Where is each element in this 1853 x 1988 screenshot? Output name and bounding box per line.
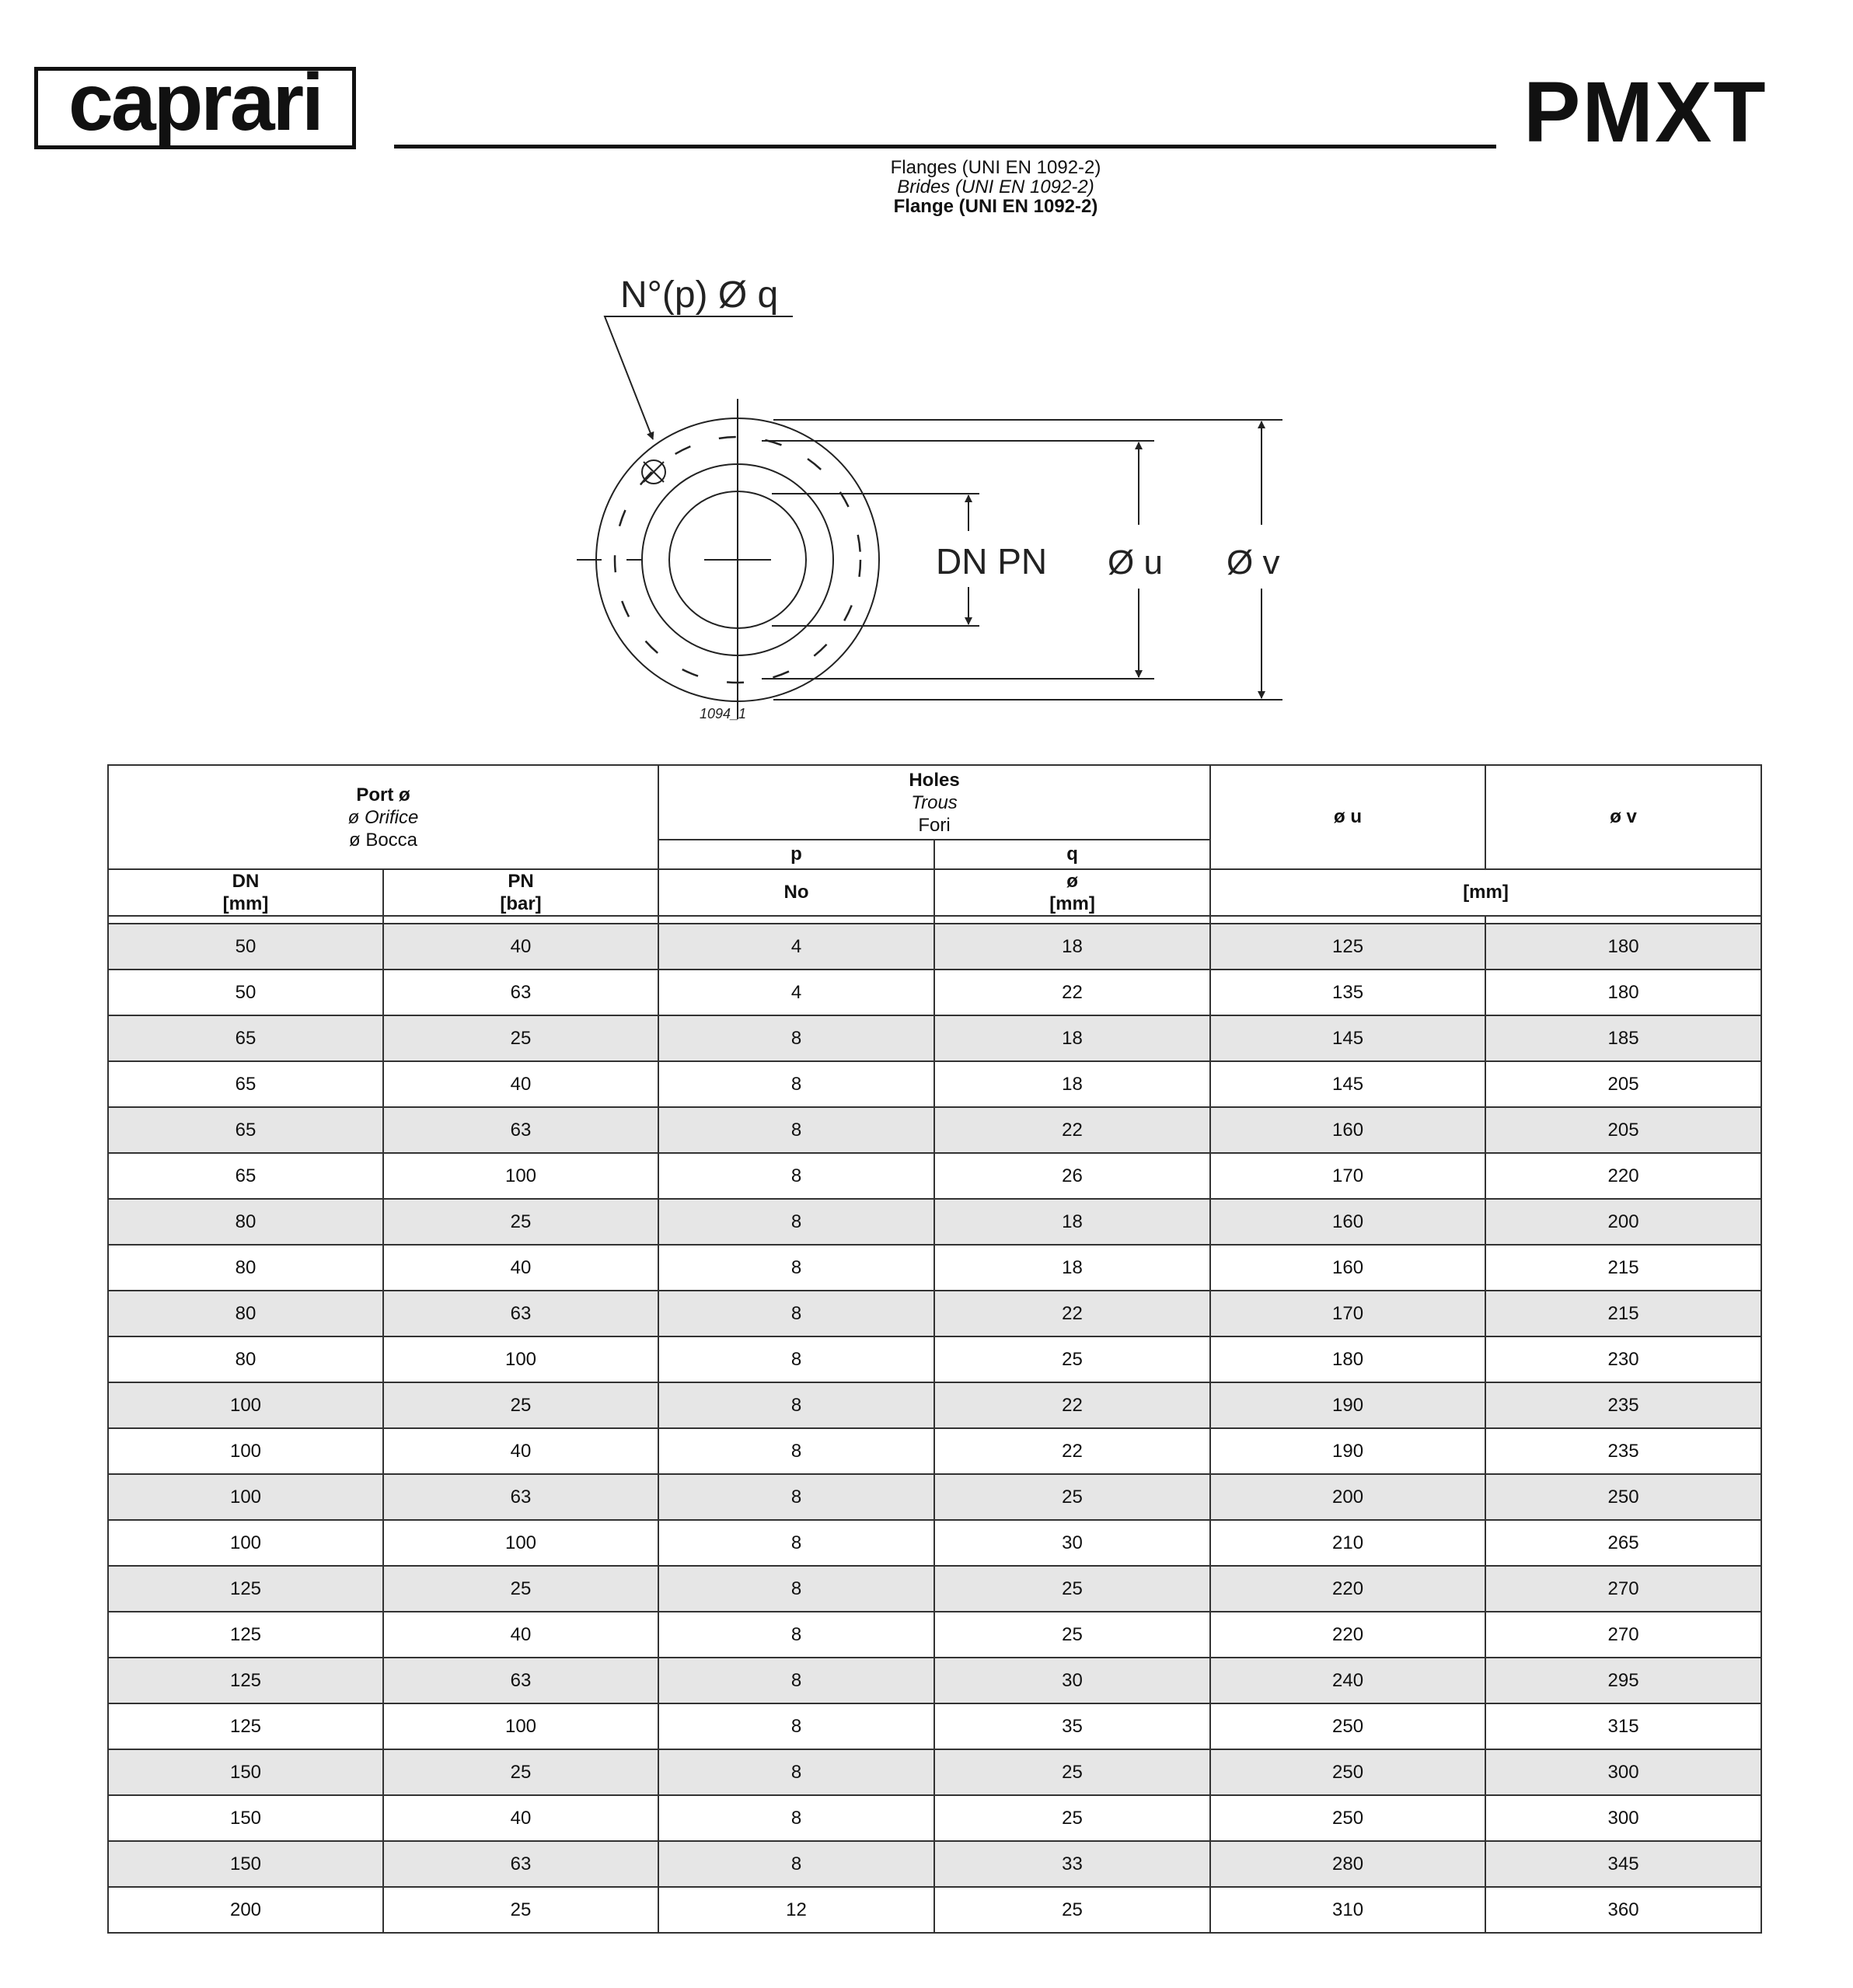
u-cell: 190 xyxy=(1210,1428,1485,1474)
table-row xyxy=(108,1291,1761,1336)
u-cell: 250 xyxy=(1210,1703,1485,1749)
u-cell: 220 xyxy=(1210,1566,1485,1612)
pn-cell: 25 xyxy=(383,1566,658,1612)
holes-no-cell: 8 xyxy=(658,1382,934,1428)
pn-cell: 40 xyxy=(383,1428,658,1474)
table-row xyxy=(108,1841,1761,1887)
pn-cell: 100 xyxy=(383,1336,658,1382)
holes-no-cell: 8 xyxy=(658,1061,934,1107)
uv-unit-header: [mm] xyxy=(1210,869,1761,916)
dn-cell: 125 xyxy=(108,1612,383,1658)
hole-callout-label: N°(p) Ø q xyxy=(620,274,779,316)
dn-cell: 65 xyxy=(108,1015,383,1061)
u-cell: 160 xyxy=(1210,1107,1485,1153)
holes-no-cell: 8 xyxy=(658,1703,934,1749)
holes-no-cell: 4 xyxy=(658,924,934,970)
v-cell: 185 xyxy=(1485,1015,1761,1061)
port-header xyxy=(108,765,658,869)
v-cell: 215 xyxy=(1485,1245,1761,1291)
hole-diameter-cell: 25 xyxy=(934,1566,1210,1612)
hole-diameter-cell: 22 xyxy=(934,1107,1210,1153)
pn-cell: 40 xyxy=(383,1795,658,1841)
table-row xyxy=(108,1428,1761,1474)
hole-diameter-cell: 30 xyxy=(934,1520,1210,1566)
holes-header-title: Holes xyxy=(909,769,960,791)
pn-cell: 40 xyxy=(383,924,658,970)
u-cell: 250 xyxy=(1210,1795,1485,1841)
u-cell: 135 xyxy=(1210,970,1485,1015)
product-title: PMXT xyxy=(1523,65,1768,160)
dn-cell: 50 xyxy=(108,924,383,970)
v-cell: 265 xyxy=(1485,1520,1761,1566)
dn-cell: 65 xyxy=(108,1107,383,1153)
v-cell: 220 xyxy=(1485,1153,1761,1199)
dn-cell: 125 xyxy=(108,1703,383,1749)
table-row xyxy=(108,970,1761,1015)
holes-no-cell: 8 xyxy=(658,1795,934,1841)
pn-cell: 25 xyxy=(383,1887,658,1933)
v-cell: 235 xyxy=(1485,1382,1761,1428)
v-cell: 200 xyxy=(1485,1199,1761,1245)
table-row xyxy=(108,1566,1761,1612)
holes-no-cell: 8 xyxy=(658,1107,934,1153)
table-row xyxy=(108,1153,1761,1199)
hole-diameter-cell: 22 xyxy=(934,1428,1210,1474)
pn-cell: 25 xyxy=(383,1015,658,1061)
holes-no-cell: 8 xyxy=(658,1428,934,1474)
table-row xyxy=(108,1107,1761,1153)
header-rule xyxy=(394,145,1496,148)
u-cell: 240 xyxy=(1210,1658,1485,1703)
holes-header-fr: Trous xyxy=(911,791,958,813)
dn-cell: 125 xyxy=(108,1566,383,1612)
pn-cell: 63 xyxy=(383,970,658,1015)
dn-cell: 125 xyxy=(108,1658,383,1703)
hole-diameter-cell: 22 xyxy=(934,1382,1210,1428)
table-row xyxy=(108,1015,1761,1061)
holes-no-cell: 8 xyxy=(658,1566,934,1612)
u-cell: 145 xyxy=(1210,1015,1485,1061)
hole-diameter-cell: 25 xyxy=(934,1612,1210,1658)
holes-no-cell: 4 xyxy=(658,970,934,1015)
v-cell: 180 xyxy=(1485,924,1761,970)
holes-no-cell: 8 xyxy=(658,1199,934,1245)
pn-cell: 40 xyxy=(383,1612,658,1658)
q-diameter-header xyxy=(934,869,1210,916)
q-diameter-label: ø xyxy=(1066,871,1078,892)
table-row xyxy=(108,1520,1761,1566)
u-cell: 200 xyxy=(1210,1474,1485,1520)
port-header-fr: ø Orifice xyxy=(347,806,419,828)
table-row xyxy=(108,1245,1761,1291)
pn-cell: 63 xyxy=(383,1291,658,1336)
v-cell: 300 xyxy=(1485,1795,1761,1841)
table-row xyxy=(108,1612,1761,1658)
v-cell: 315 xyxy=(1485,1703,1761,1749)
pn-cell: 25 xyxy=(383,1199,658,1245)
dn-cell: 200 xyxy=(108,1887,383,1933)
no-header: No xyxy=(658,869,934,916)
dn-cell: 80 xyxy=(108,1199,383,1245)
holes-no-cell: 8 xyxy=(658,1153,934,1199)
hole-diameter-cell: 25 xyxy=(934,1749,1210,1795)
subtitle-it: Flange (UNI EN 1092-2) xyxy=(893,196,1098,217)
v-cell: 295 xyxy=(1485,1658,1761,1703)
u-cell: 190 xyxy=(1210,1382,1485,1428)
q-header: q xyxy=(934,840,1210,869)
brand-logo-text: caprari xyxy=(68,58,322,148)
hole-diameter-cell: 18 xyxy=(934,1015,1210,1061)
u-cell: 160 xyxy=(1210,1245,1485,1291)
dn-header xyxy=(108,869,383,916)
brand-logo xyxy=(34,58,356,149)
hole-diameter-cell: 22 xyxy=(934,970,1210,1015)
table-row xyxy=(108,1795,1761,1841)
dn-cell: 80 xyxy=(108,1245,383,1291)
hole-diameter-cell: 18 xyxy=(934,1245,1210,1291)
pn-header xyxy=(383,869,658,916)
figure-code: 1094_1 xyxy=(700,706,747,721)
pn-unit: [bar] xyxy=(500,893,542,914)
table-row xyxy=(108,1474,1761,1520)
port-header-it: ø Bocca xyxy=(348,829,418,851)
holes-no-cell: 8 xyxy=(658,1474,934,1520)
v-cell: 180 xyxy=(1485,970,1761,1015)
table-row xyxy=(108,1199,1761,1245)
dn-label: DN xyxy=(232,871,260,892)
q-diameter-unit: [mm] xyxy=(1049,893,1095,914)
holes-header xyxy=(658,765,1210,840)
v-cell: 300 xyxy=(1485,1749,1761,1795)
dn-cell: 150 xyxy=(108,1795,383,1841)
dn-cell: 150 xyxy=(108,1749,383,1795)
u-cell: 170 xyxy=(1210,1291,1485,1336)
v-header: ø v xyxy=(1485,765,1761,869)
flange-dimensions-table xyxy=(107,764,1762,1934)
holes-no-cell: 8 xyxy=(658,1291,934,1336)
dn-cell: 150 xyxy=(108,1841,383,1887)
pn-cell: 63 xyxy=(383,1658,658,1703)
bore-label: DN PN xyxy=(936,541,1048,582)
hole-diameter-cell: 18 xyxy=(934,924,1210,970)
v-cell: 270 xyxy=(1485,1612,1761,1658)
table-row xyxy=(108,1887,1761,1933)
holes-no-cell: 8 xyxy=(658,1336,934,1382)
pn-cell: 100 xyxy=(383,1703,658,1749)
u-cell: 180 xyxy=(1210,1336,1485,1382)
u-cell: 145 xyxy=(1210,1061,1485,1107)
pn-cell: 100 xyxy=(383,1520,658,1566)
holes-no-cell: 8 xyxy=(658,1015,934,1061)
pn-cell: 40 xyxy=(383,1245,658,1291)
pn-cell: 63 xyxy=(383,1841,658,1887)
u-cell: 310 xyxy=(1210,1887,1485,1933)
u-cell: 220 xyxy=(1210,1612,1485,1658)
v-cell: 215 xyxy=(1485,1291,1761,1336)
hole-diameter-cell: 35 xyxy=(934,1703,1210,1749)
pn-cell: 25 xyxy=(383,1382,658,1428)
pn-cell: 100 xyxy=(383,1153,658,1199)
u-cell: 250 xyxy=(1210,1749,1485,1795)
table-row xyxy=(108,1749,1761,1795)
dn-cell: 100 xyxy=(108,1428,383,1474)
hole-diameter-cell: 26 xyxy=(934,1153,1210,1199)
v-cell: 250 xyxy=(1485,1474,1761,1520)
v-cell: 360 xyxy=(1485,1887,1761,1933)
v-cell: 270 xyxy=(1485,1566,1761,1612)
v-cell: 230 xyxy=(1485,1336,1761,1382)
holes-no-cell: 8 xyxy=(658,1520,934,1566)
flange-drawing xyxy=(567,260,1306,731)
holes-no-cell: 12 xyxy=(658,1887,934,1933)
u-header: ø u xyxy=(1210,765,1485,869)
table-body xyxy=(108,924,1761,1933)
hole-diameter-cell: 25 xyxy=(934,1887,1210,1933)
subtitle-fr: Brides (UNI EN 1092-2) xyxy=(897,176,1094,197)
holes-no-cell: 8 xyxy=(658,1841,934,1887)
holes-no-cell: 8 xyxy=(658,1658,934,1703)
dn-cell: 80 xyxy=(108,1336,383,1382)
v-diameter-label: Ø v xyxy=(1227,543,1280,582)
dn-cell: 65 xyxy=(108,1153,383,1199)
u-cell: 160 xyxy=(1210,1199,1485,1245)
dn-cell: 80 xyxy=(108,1291,383,1336)
table-row xyxy=(108,1658,1761,1703)
u-cell: 280 xyxy=(1210,1841,1485,1887)
u-cell: 210 xyxy=(1210,1520,1485,1566)
dn-cell: 100 xyxy=(108,1382,383,1428)
port-header-title: Port ø xyxy=(356,784,410,805)
hole-diameter-cell: 18 xyxy=(934,1199,1210,1245)
p-header: p xyxy=(658,840,934,869)
v-cell: 235 xyxy=(1485,1428,1761,1474)
v-cell: 205 xyxy=(1485,1107,1761,1153)
pn-cell: 63 xyxy=(383,1474,658,1520)
dn-cell: 65 xyxy=(108,1061,383,1107)
holes-no-cell: 8 xyxy=(658,1749,934,1795)
hole-diameter-cell: 18 xyxy=(934,1061,1210,1107)
holes-header-it: Fori xyxy=(918,814,951,836)
pn-cell: 40 xyxy=(383,1061,658,1107)
holes-no-cell: 8 xyxy=(658,1245,934,1291)
dn-unit: [mm] xyxy=(222,893,269,914)
dn-cell: 100 xyxy=(108,1520,383,1566)
u-cell: 170 xyxy=(1210,1153,1485,1199)
table-row xyxy=(108,924,1761,970)
u-cell: 125 xyxy=(1210,924,1485,970)
table-row xyxy=(108,1703,1761,1749)
pn-cell: 63 xyxy=(383,1107,658,1153)
holes-no-cell: 8 xyxy=(658,1612,934,1658)
v-cell: 345 xyxy=(1485,1841,1761,1887)
hole-diameter-cell: 25 xyxy=(934,1474,1210,1520)
dn-cell: 50 xyxy=(108,970,383,1015)
v-cell: 205 xyxy=(1485,1061,1761,1107)
u-diameter-label: Ø u xyxy=(1108,543,1163,582)
hole-diameter-cell: 22 xyxy=(934,1291,1210,1336)
hole-diameter-cell: 25 xyxy=(934,1336,1210,1382)
hole-diameter-cell: 33 xyxy=(934,1841,1210,1887)
dn-cell: 100 xyxy=(108,1474,383,1520)
table-row xyxy=(108,1336,1761,1382)
pn-label: PN xyxy=(508,871,534,892)
hole-diameter-cell: 30 xyxy=(934,1658,1210,1703)
table-row xyxy=(108,1061,1761,1107)
hole-diameter-cell: 25 xyxy=(934,1795,1210,1841)
subtitle-en: Flanges (UNI EN 1092-2) xyxy=(890,157,1101,178)
table-row xyxy=(108,1382,1761,1428)
pn-cell: 25 xyxy=(383,1749,658,1795)
